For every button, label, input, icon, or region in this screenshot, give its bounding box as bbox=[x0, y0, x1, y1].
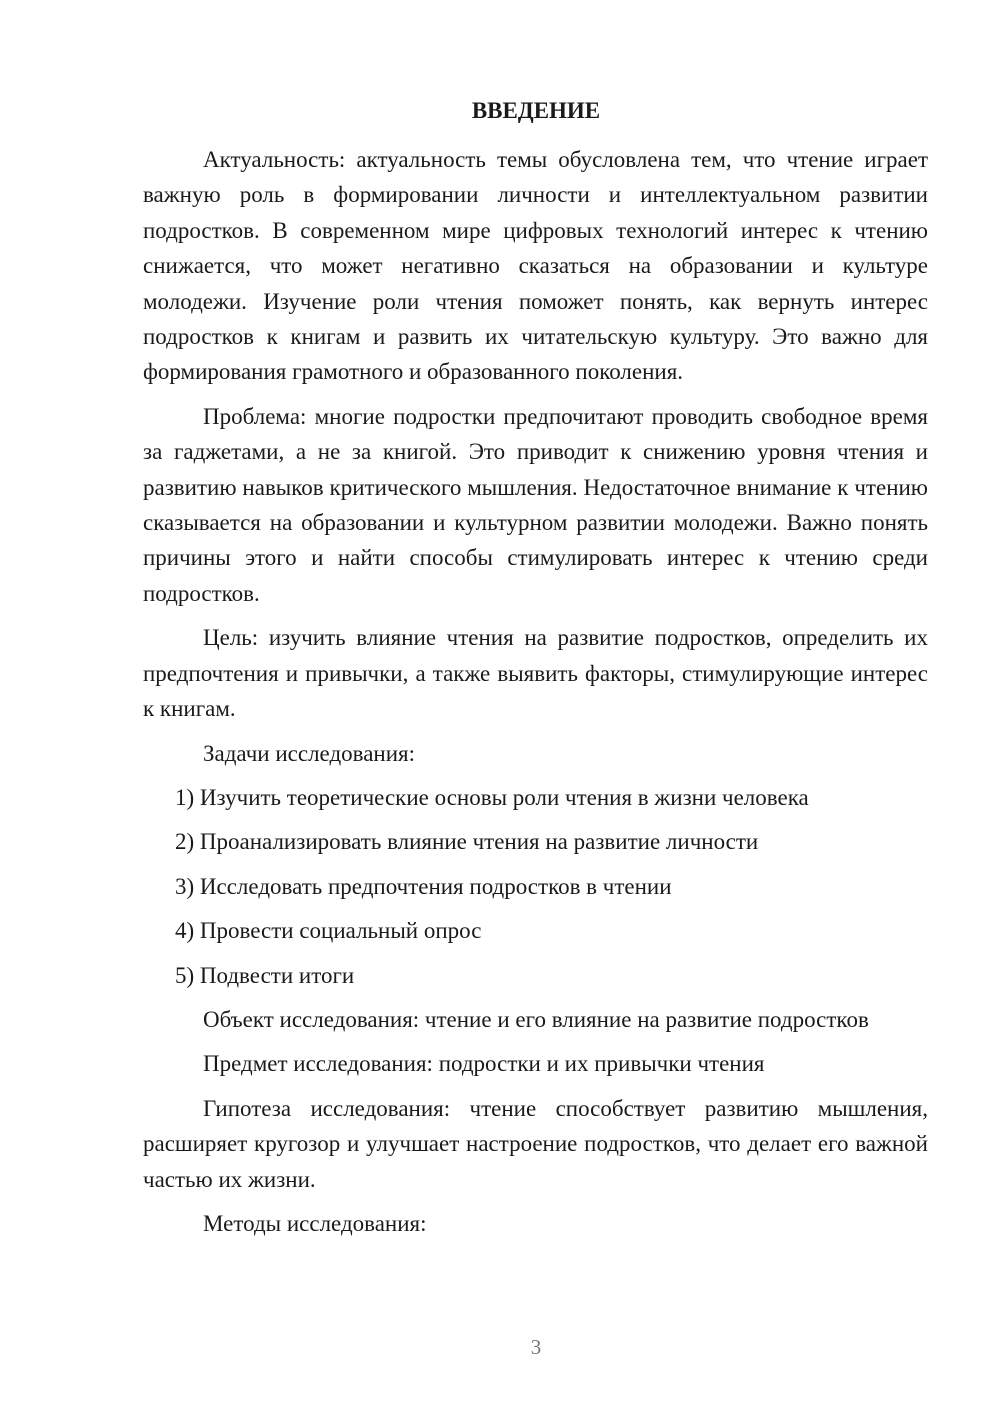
task-item: 1) Изучить теоретические основы роли чтения в жизни человека bbox=[175, 784, 809, 810]
task-item: 3) Исследовать предпочтения подростков в чтении bbox=[175, 873, 672, 899]
section-title: ВВЕДЕНИЕ bbox=[471, 98, 601, 123]
tasks-heading: Задачи исследования: bbox=[203, 740, 416, 766]
paragraph-goal: Цель: изучить влияние чтения на развитие подростков, определить их предпочтения и привычки, а также выявить факторы, стимулирующие интерес к книгам. bbox=[143, 625, 928, 722]
page-number: 3 bbox=[530, 1335, 542, 1359]
research-subject: Предмет исследования: подростки и их привычки чтения bbox=[203, 1051, 765, 1077]
methods-heading: Методы исследования: bbox=[203, 1210, 427, 1236]
task-item: 5) Подвести итоги bbox=[175, 962, 355, 988]
paragraph-relevance: Актуальность: актуальность темы обусловлена тем, что чтение играет важную роль в формировании личности и интеллектуальном развитии подростков. В современном мире цифровых технологий интерес к чтению снижается, что может негативно сказаться на образовании и культуре молодежи. Изучение роли чтения поможет понять, как вернуть интерес подростков к книгам и развить их читательскую культуру. Это важно для формирования грамотного и образованного поколения. bbox=[143, 147, 928, 385]
paragraph-problem: Проблема: многие подростки предпочитают проводить свободное время за гаджетами, а не за книгой. Это приводит к снижению уровня чтения и развитию навыков критического мышления. Недостаточное внимание к чтению сказывается на образовании и культурном развитии молодежи. Важно понять причины этого и найти способы стимулировать интерес к чтению среди подростков. bbox=[143, 403, 928, 606]
task-item: 2) Проанализировать влияние чтения на развитие личности bbox=[175, 829, 759, 855]
task-item: 4) Провести социальный опрос bbox=[175, 918, 482, 944]
research-hypothesis: Гипотеза исследования: чтение способствует развитию мышления, расширяет кругозор и улучшает настроение подростков, что делает его важной частью их жизни. bbox=[143, 1095, 928, 1192]
body-text bbox=[143, 142, 928, 1241]
tasks-list bbox=[143, 780, 928, 993]
research-object: Объект исследования: чтение и его влияние на развитие подростков bbox=[203, 1006, 869, 1032]
